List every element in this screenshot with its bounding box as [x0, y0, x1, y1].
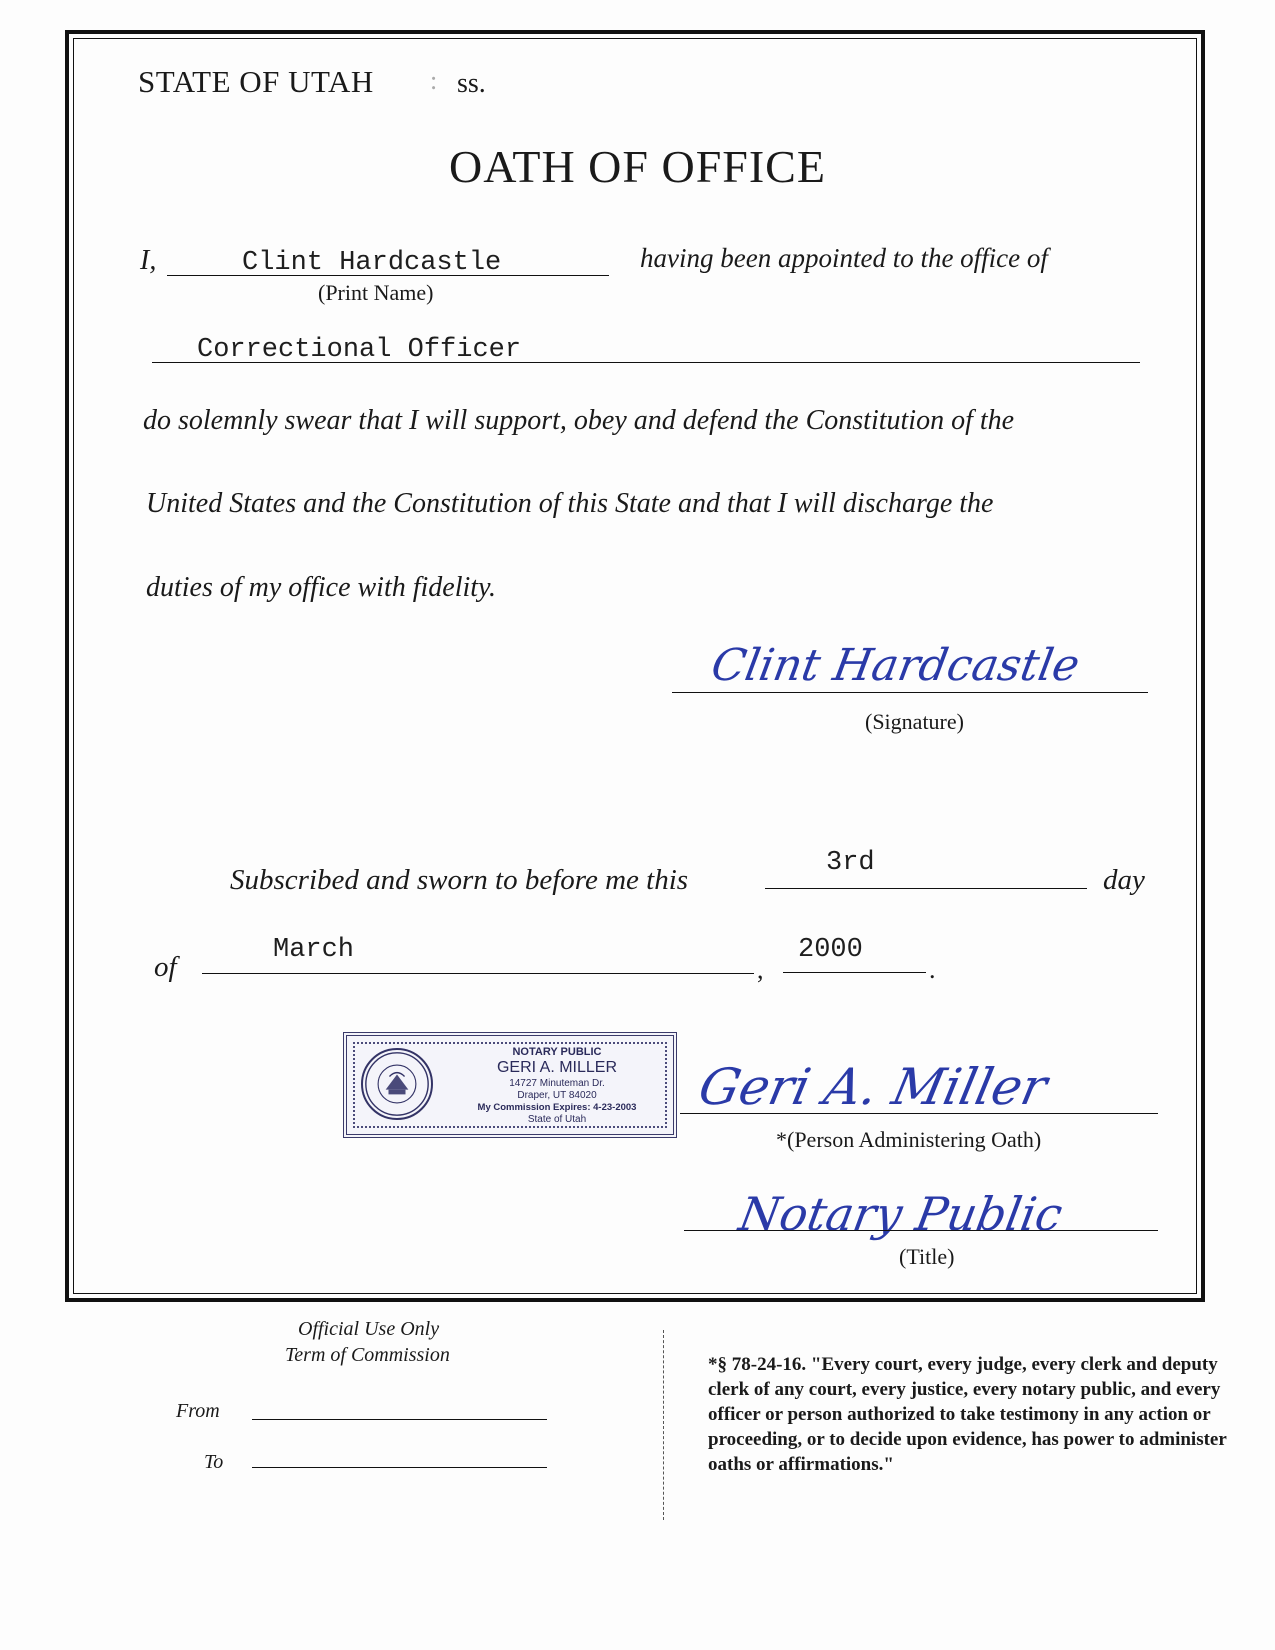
- to-line: [252, 1467, 547, 1468]
- footer-divider: [663, 1330, 664, 1520]
- oath-paragraph-line-3: duties of my office with fidelity.: [146, 572, 496, 603]
- year-line: [783, 972, 926, 973]
- term-of-commission-heading: Term of Commission: [285, 1344, 450, 1366]
- title-caption: (Title): [899, 1244, 955, 1269]
- print-name-caption: (Print Name): [318, 280, 434, 305]
- day-value: 3rd: [826, 848, 875, 878]
- month-value: March: [273, 935, 355, 965]
- stamp-address-1: 14727 Minuteman Dr.: [509, 1078, 605, 1089]
- from-label: From: [176, 1400, 220, 1422]
- administrator-caption: *(Person Administering Oath): [776, 1127, 1042, 1152]
- office-value: Correctional Officer: [197, 335, 522, 365]
- oath-paragraph-line-1: do solemnly swear that I will support, obey and defend the Constitution of the: [143, 405, 1015, 436]
- signature-line: [672, 692, 1148, 693]
- statute-text: *§ 78-24-16. "Every court, every judge, every clerk and deputy clerk of any court, every justice, every notary public, and every officer or person authorized to take testimony in any action or proceeding, or to decide upon evidence, has power to administer oaths or affirmations.": [708, 1354, 1227, 1475]
- stamp-address-2: Draper, UT 84020: [517, 1090, 597, 1101]
- notary-stamp: [343, 1032, 677, 1138]
- appointed-text: having been appointed to the office of: [640, 243, 1048, 273]
- state-seal-icon: [361, 1048, 433, 1120]
- print-name-value: Clint Hardcastle: [242, 248, 502, 278]
- venue-colon: :: [430, 66, 438, 95]
- from-line: [252, 1419, 547, 1420]
- administrator-line: [680, 1113, 1158, 1114]
- i-label: I,: [140, 245, 157, 276]
- comma-mark: ,: [757, 955, 764, 984]
- official-use-heading: Official Use Only: [298, 1318, 440, 1340]
- document-title: OATH OF OFFICE: [449, 141, 826, 192]
- day-line: [765, 888, 1087, 889]
- administrator-signature: Geri A. Miller: [693, 1058, 1053, 1116]
- stamp-notary-name: GERI A. MILLER: [496, 1059, 618, 1076]
- oath-taker-signature: Clint Hardcastle: [707, 640, 1084, 691]
- stamp-state: State of Utah: [527, 1114, 587, 1125]
- period-mark: .: [929, 955, 936, 984]
- state-heading: STATE OF UTAH: [138, 64, 374, 99]
- print-name-line: [167, 275, 609, 276]
- title-handwritten: Notary Public: [735, 1187, 1067, 1241]
- title-line: [684, 1230, 1158, 1231]
- oath-paragraph-line-2: United States and the Constitution of this State and that I will discharge the: [146, 488, 994, 519]
- sworn-text: Subscribed and sworn to before me this: [230, 864, 689, 896]
- to-label: To: [204, 1451, 224, 1473]
- month-line: [202, 973, 754, 974]
- signature-caption: (Signature): [865, 709, 964, 734]
- ss-label: ss.: [457, 68, 486, 99]
- of-label: of: [154, 951, 177, 983]
- day-label: day: [1103, 864, 1145, 896]
- stamp-heading: NOTARY PUBLIC: [512, 1046, 602, 1058]
- office-line: [152, 362, 1140, 363]
- stamp-commission: My Commission Expires: 4-23-2003: [477, 1102, 637, 1113]
- year-value: 2000: [798, 935, 863, 965]
